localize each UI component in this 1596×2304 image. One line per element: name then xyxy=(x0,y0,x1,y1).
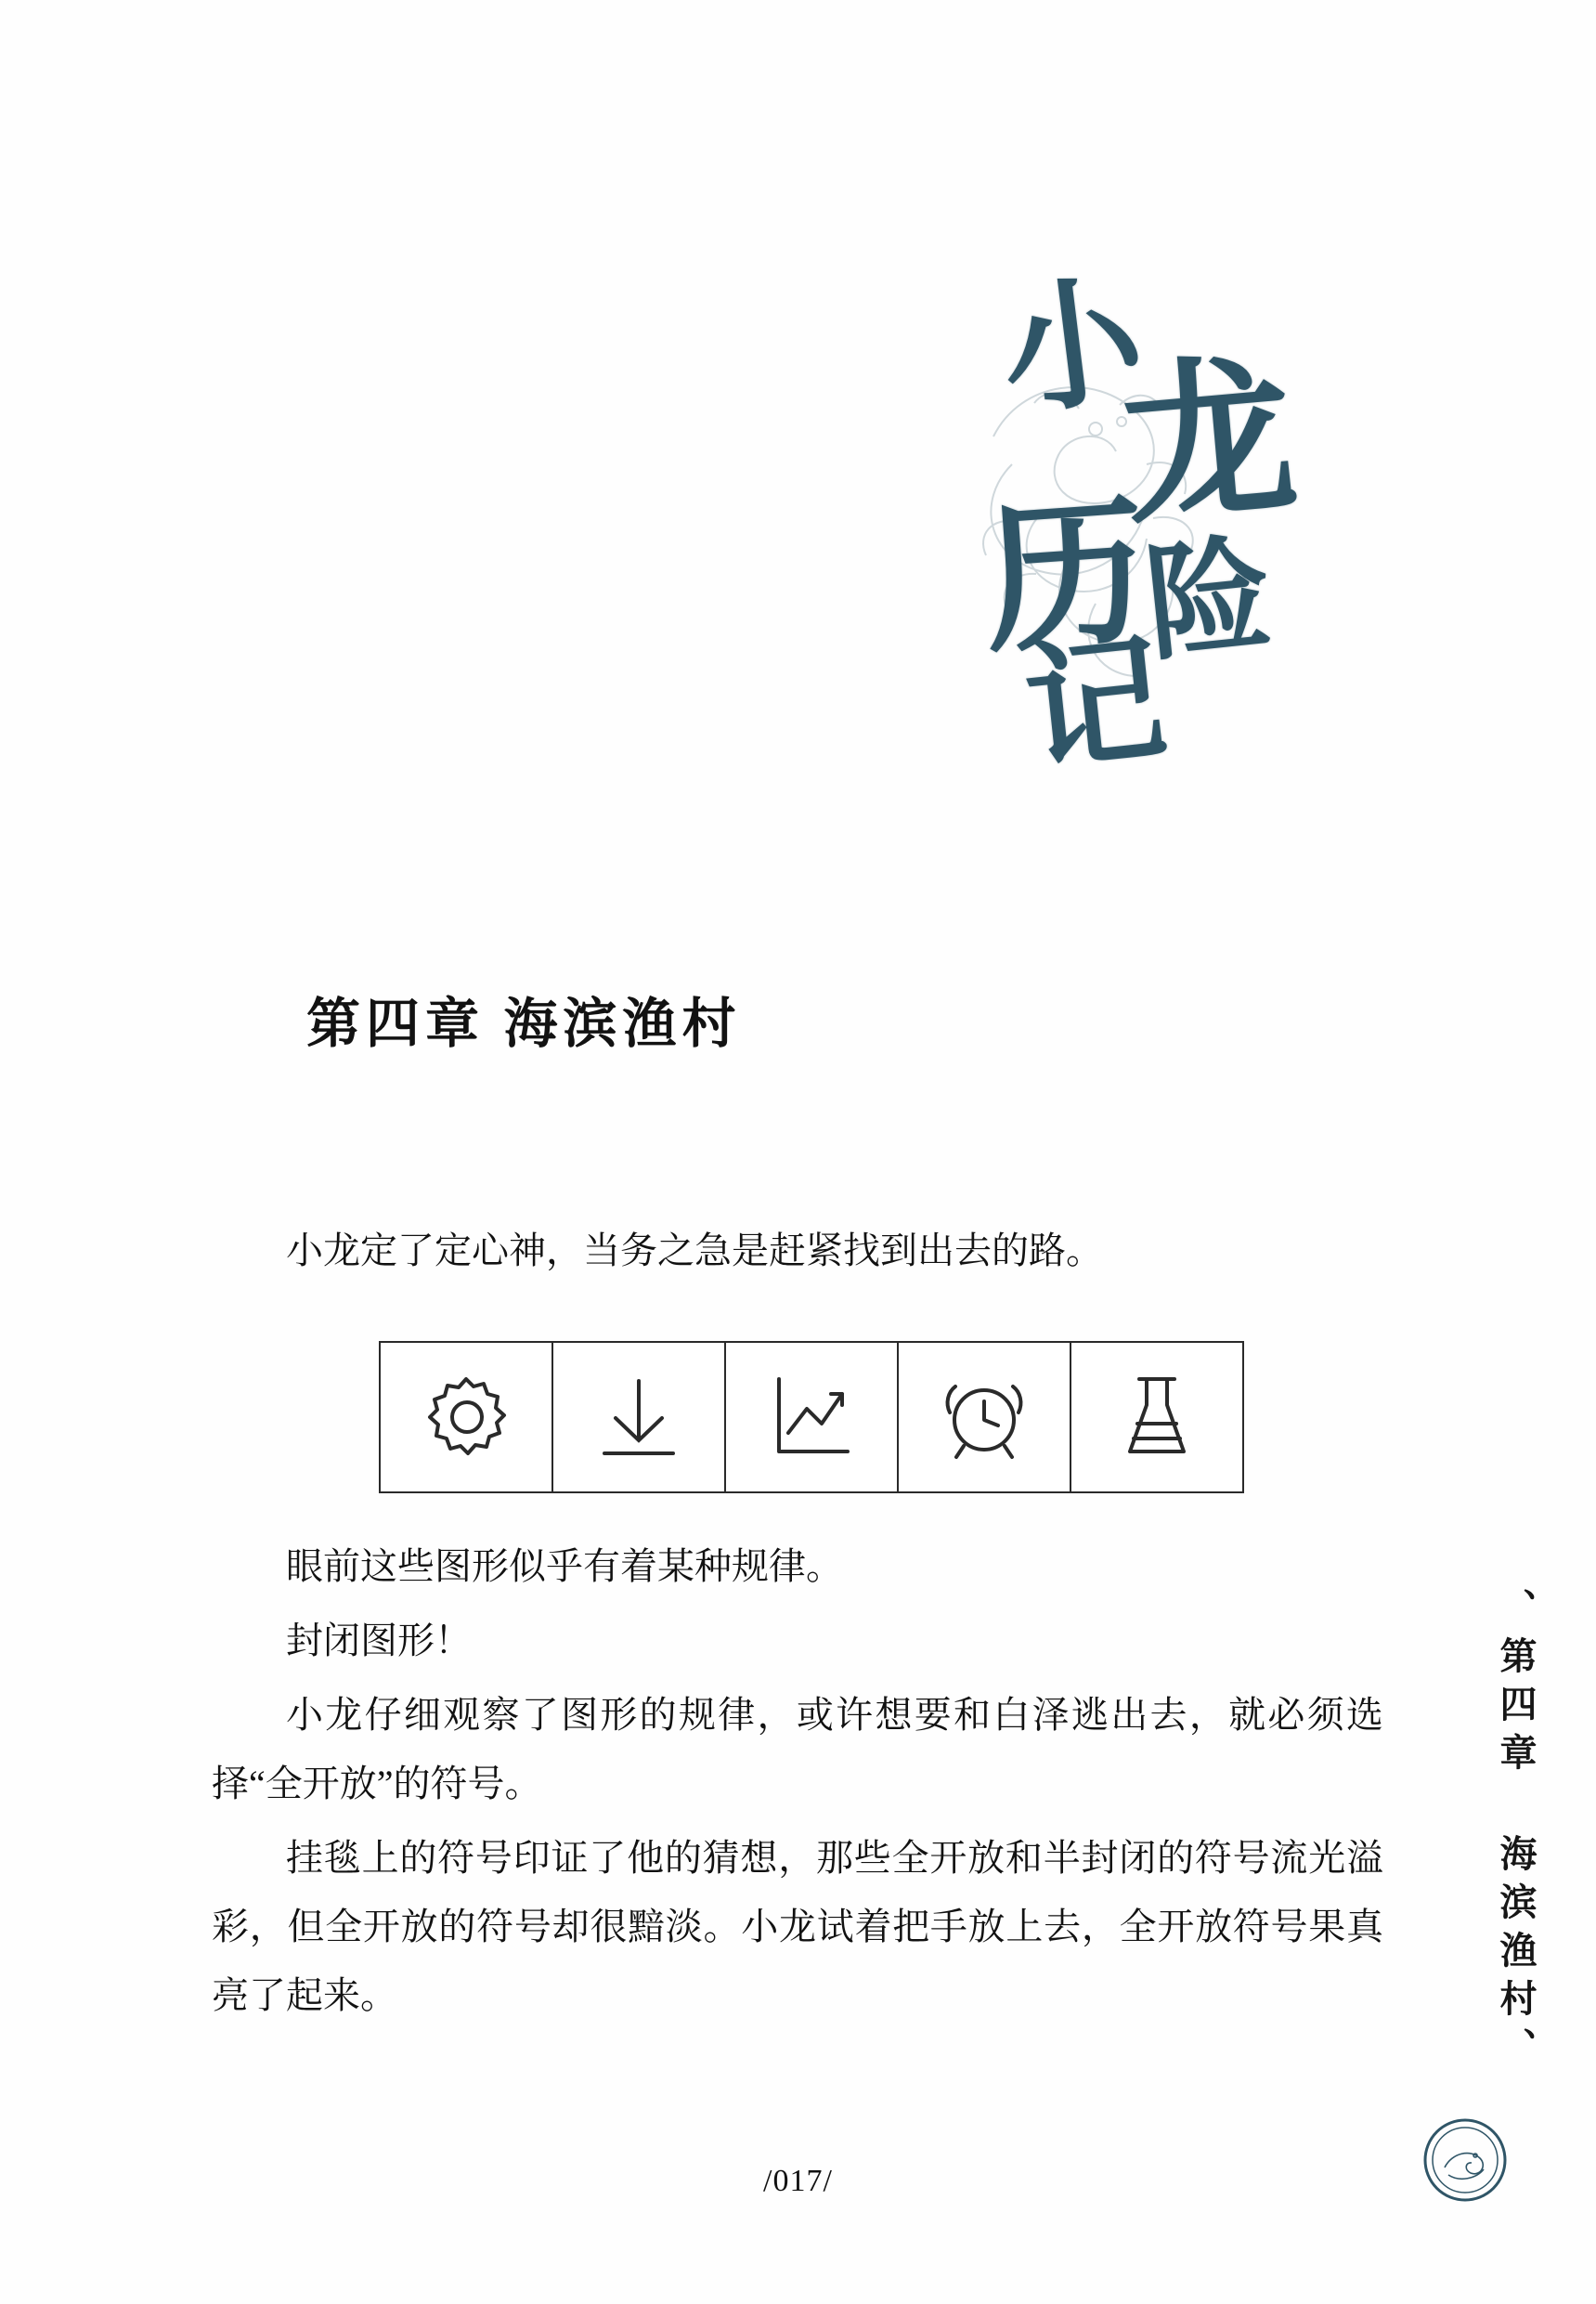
logo-glyph-1: 小 xyxy=(993,263,1151,434)
symbol-cell-alarm-clock xyxy=(899,1343,1071,1491)
paragraph: 小龙仔细观察了图形的规律，或许想要和白泽逃出去，就必须选择“全开放”的符号。 xyxy=(212,1694,1383,1804)
logo-glyph-3: 历 xyxy=(978,482,1153,673)
paragraph: 小龙定了定心神，当务之急是赶紧找到出去的路。 xyxy=(286,1230,1103,1271)
body-text-before-strip xyxy=(212,1217,1383,1291)
paragraph: 挂毯上的符号印证了他的猜想，那些全开放和半封闭的符号流光溢彩，但全开放的符号却很黯淡。小龙试着把手放上去，全开放符号果真亮了起来。 xyxy=(212,1837,1383,2016)
logo-glyph-4: 险 xyxy=(1139,526,1279,677)
chapter-heading: 第四章 海滨渔村 xyxy=(306,994,742,1054)
symbol-cell-flask xyxy=(1071,1343,1242,1491)
symbol-cell-line-chart xyxy=(726,1343,899,1491)
dragon-title-logo xyxy=(947,263,1304,910)
logo-glyph-2: 龙 xyxy=(1115,341,1304,546)
page-number: /017/ xyxy=(763,2164,833,2198)
down-arrow-icon xyxy=(588,1366,690,1468)
symbol-cell-down-arrow xyxy=(553,1343,726,1491)
alarm-clock-icon xyxy=(933,1366,1035,1468)
gear-icon xyxy=(415,1366,517,1468)
flask-icon xyxy=(1106,1366,1208,1468)
side-chapter-label: 、第四章 海滨渔村、 xyxy=(1495,1588,1537,2076)
logo-glyph-5: 记 xyxy=(1018,621,1174,790)
symbol-cell-gear xyxy=(381,1343,553,1491)
paragraph: 封闭图形！ xyxy=(286,1620,472,1661)
body-text-after-strip xyxy=(212,1532,1383,2036)
paragraph: 眼前这些图形似乎有着某种规律。 xyxy=(286,1545,843,1587)
dragon-seal xyxy=(1422,2117,1508,2203)
line-chart-icon xyxy=(760,1366,863,1468)
symbol-strip xyxy=(379,1341,1244,1493)
